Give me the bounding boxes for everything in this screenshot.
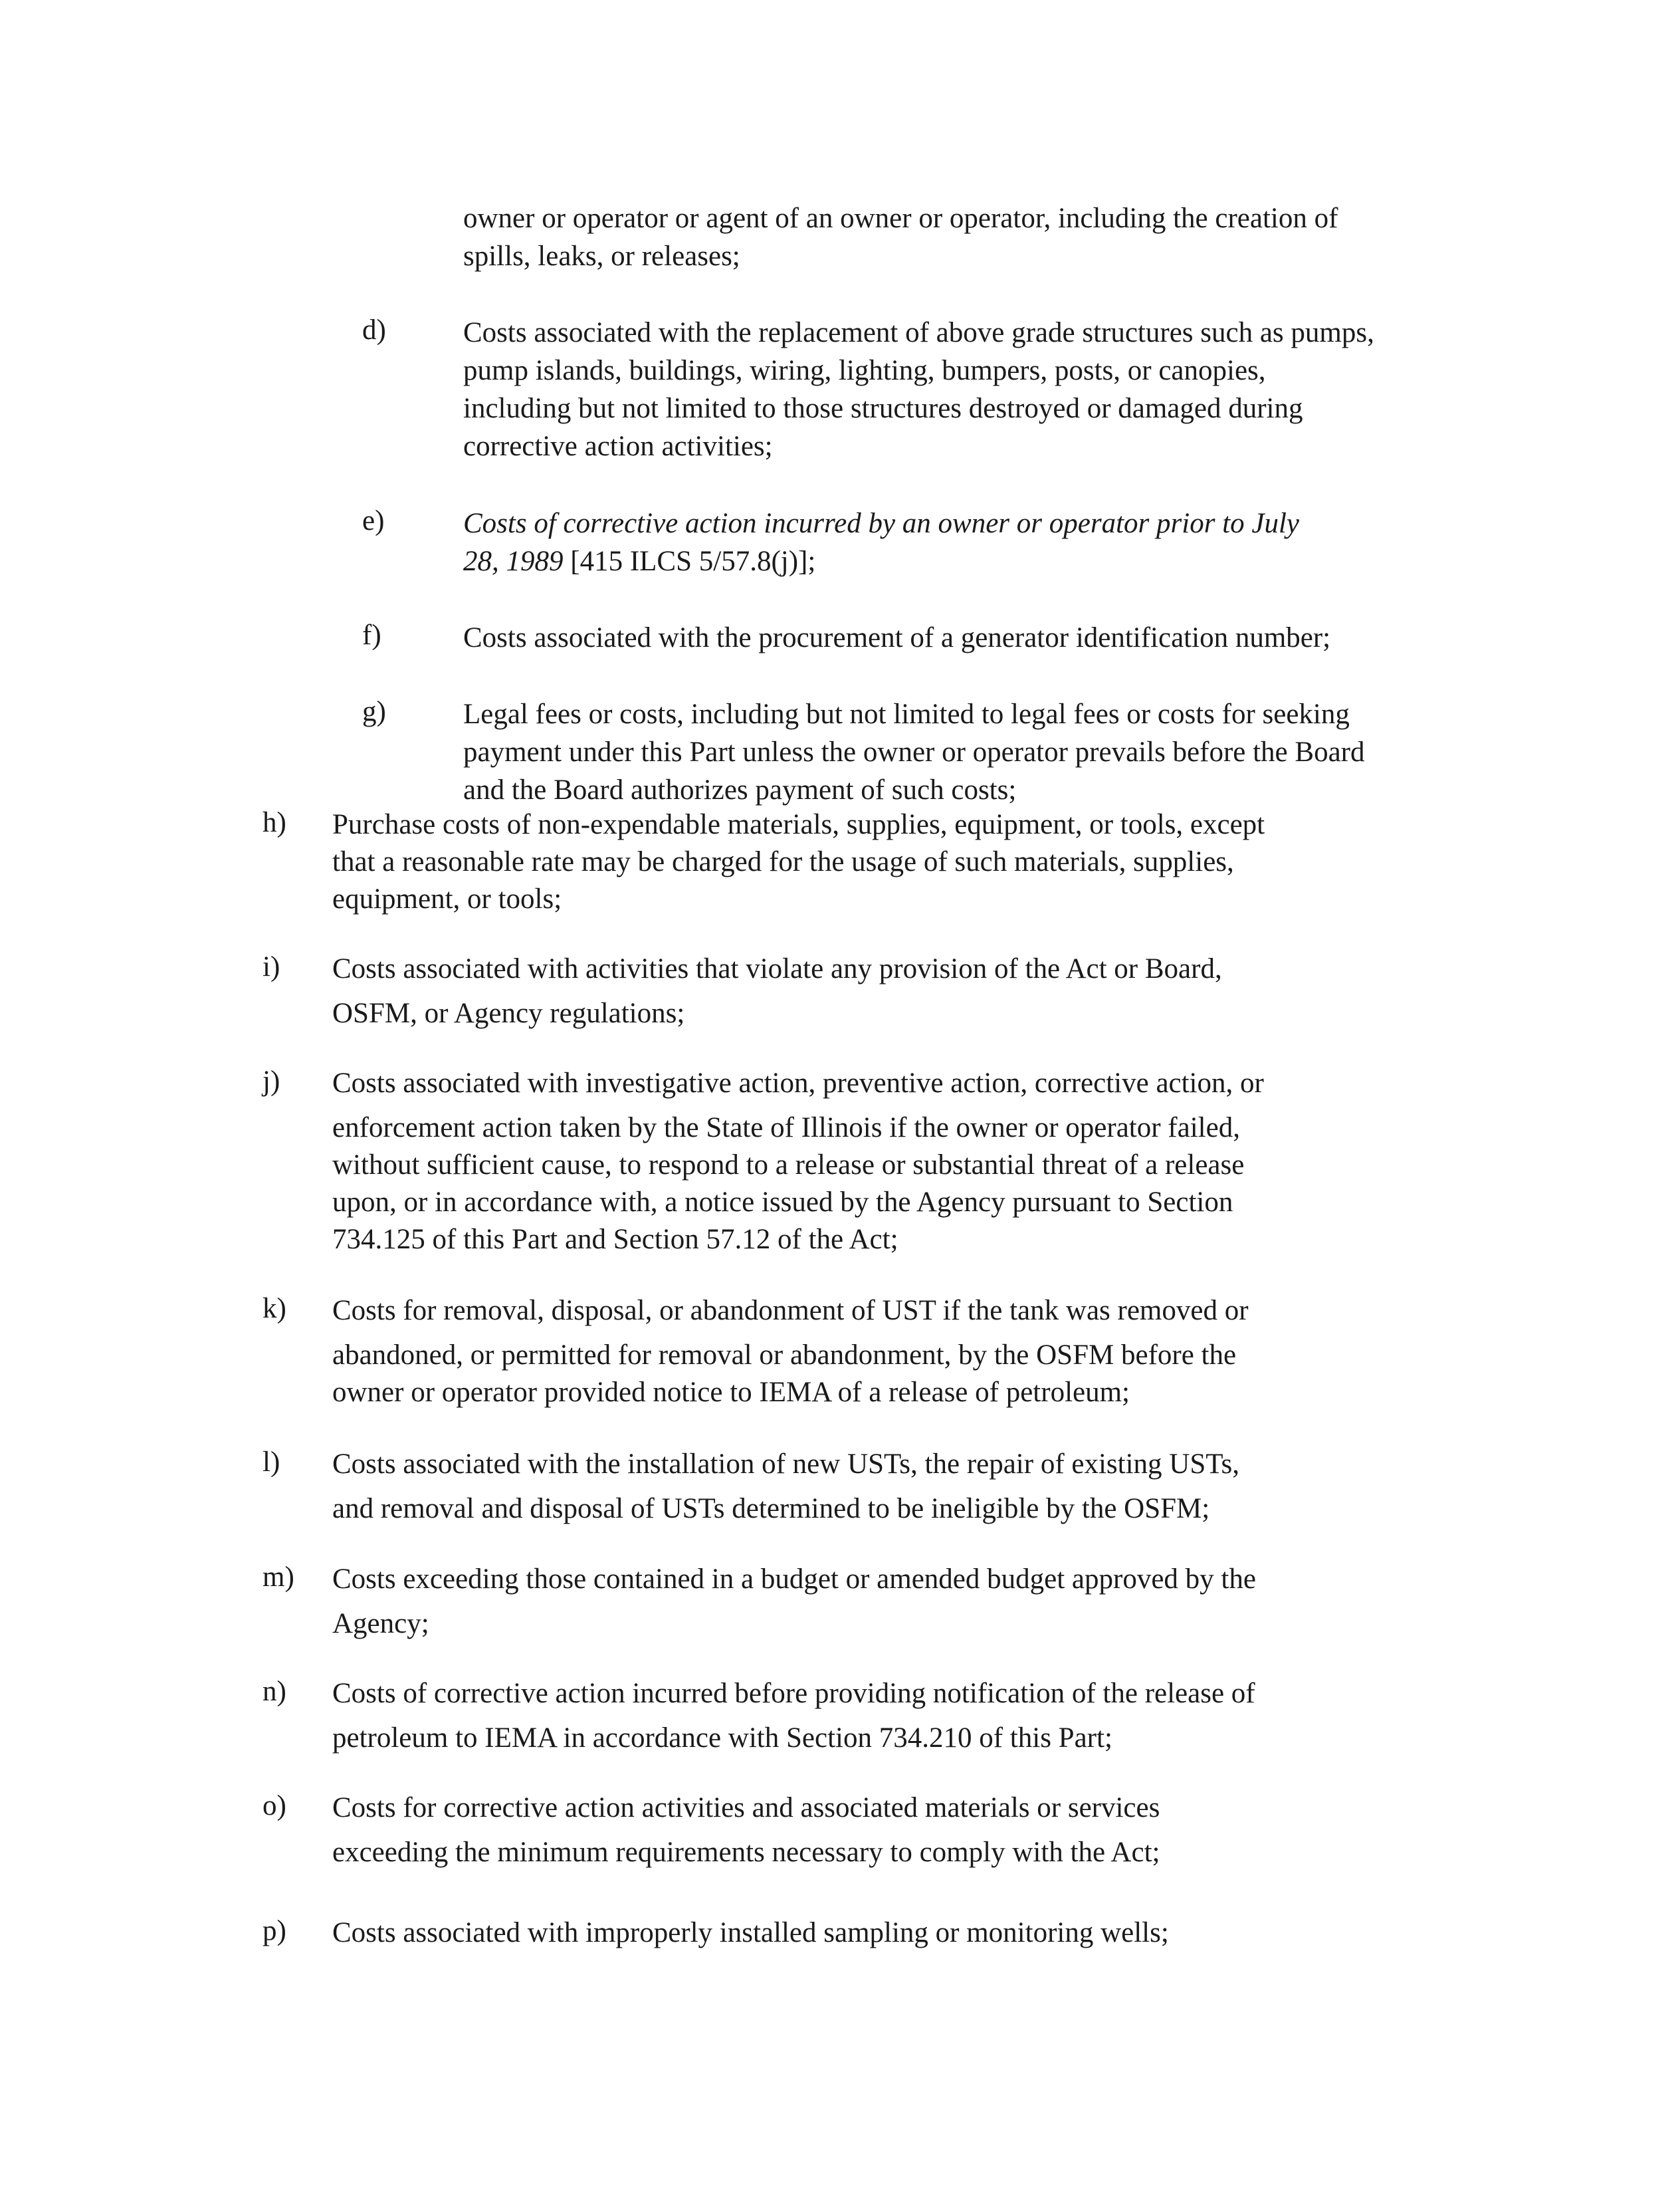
text-line: Costs of corrective action incurred before providing notification of the release of	[332, 1678, 1255, 1709]
text-line: and the Board authorizes payment of such costs;	[463, 774, 1017, 806]
item-text	[463, 619, 1330, 657]
italic-statute-text: 28, 1989	[463, 546, 564, 577]
text-line: abandoned, or permitted for removal or abandonment, by the OSFM before the	[332, 1339, 1237, 1371]
text-line: enforcement action taken by the State of Illinois if the owner or operator failed,	[332, 1112, 1240, 1143]
text-line: Costs associated with investigative action, preventive action, corrective action, or	[332, 1068, 1264, 1099]
item-text	[332, 951, 1222, 1032]
item-label: o)	[262, 1790, 286, 1821]
text-line: upon, or in accordance with, a notice issued by the Agency pursuant to Section	[332, 1187, 1233, 1218]
text-line: Costs associated with activities that violate any provision of the Act or Board,	[332, 953, 1222, 984]
item-text	[463, 695, 1364, 809]
text-line: Legal fees or costs, including but not limited to legal fees or costs for seeking	[463, 699, 1350, 730]
item-label: p)	[262, 1915, 286, 1946]
item-label: i)	[262, 951, 280, 982]
item-label: l)	[262, 1446, 280, 1478]
item-text	[332, 1292, 1249, 1411]
item-text	[332, 1914, 1169, 1952]
text-line	[463, 505, 1299, 542]
text-line: Agency;	[332, 1608, 429, 1639]
text-line: Costs associated with the procurement of a generator identification number;	[463, 622, 1331, 653]
text-line: petroleum to IEMA in accordance with Section 734.210 of this Part;	[332, 1722, 1112, 1754]
text-line: without sufficient cause, to respond to a release or substantial threat of a release	[332, 1149, 1245, 1181]
text-line: Costs for corrective action activities and associated materials or services	[332, 1792, 1160, 1823]
item-text	[332, 1675, 1255, 1757]
item-label: n)	[262, 1676, 286, 1707]
item-text	[332, 1065, 1264, 1258]
text-line: and removal and disposal of USTs determined to be ineligible by the OSFM;	[332, 1493, 1210, 1524]
statute-citation: [415 ILCS 5/57.8(j)];	[563, 546, 816, 577]
item-text	[332, 1561, 1256, 1643]
text-line: corrective action activities;	[463, 431, 773, 462]
text-line: owner or operator or agent of an owner or operator, including the creation of	[463, 203, 1338, 234]
text-line: Costs associated with the installation of new USTs, the repair of existing USTs,	[332, 1448, 1240, 1480]
text-line: that a reasonable rate may be charged for the usage of such materials, supplies,	[332, 846, 1234, 877]
item-text	[332, 1789, 1160, 1871]
item-text	[332, 806, 1265, 918]
item-text	[463, 505, 1299, 580]
text-line: 734.125 of this Part and Section 57.12 of the Act;	[332, 1224, 898, 1255]
item-label: g)	[362, 696, 386, 727]
item-text	[463, 314, 1374, 465]
text-line: equipment, or tools;	[332, 883, 562, 915]
text-line: Purchase costs of non-expendable materials, supplies, equipment, or tools, except	[332, 809, 1265, 840]
text-line: owner or operator provided notice to IEMA of a release of petroleum;	[332, 1377, 1130, 1408]
item-label: j)	[262, 1066, 280, 1097]
text-line: payment under this Part unless the owner or operator prevails before the Board	[463, 737, 1365, 768]
text-line	[463, 542, 1299, 580]
text-line: Costs associated with the replacement of above grade structures such as pumps,	[463, 317, 1374, 348]
item-text	[332, 1446, 1239, 1528]
item-label: m)	[262, 1561, 294, 1593]
text-line: OSFM, or Agency regulations;	[332, 998, 685, 1029]
text-line: Costs exceeding those contained in a budget or amended budget approved by the	[332, 1563, 1256, 1595]
text-line: exceeding the minimum requirements necessary to comply with the Act;	[332, 1837, 1160, 1868]
text-line: pump islands, buildings, wiring, lighting, bumpers, posts, or canopies,	[463, 355, 1266, 386]
item-label: d)	[362, 314, 386, 346]
text-line: Costs for removal, disposal, or abandonment of UST if the tank was removed or	[332, 1295, 1249, 1326]
italic-statute-text: Costs of corrective action incurred by an owner or operator prior to July	[463, 508, 1300, 539]
item-label: e)	[362, 505, 385, 536]
item-label: h)	[262, 807, 286, 838]
text-line: spills, leaks, or releases;	[463, 241, 740, 272]
continuation-paragraph	[463, 199, 1338, 275]
item-label: f)	[362, 620, 381, 651]
text-line: including but not limited to those structures destroyed or damaged during	[463, 393, 1303, 424]
item-label: k)	[262, 1293, 286, 1324]
text-line: Costs associated with improperly installed sampling or monitoring wells;	[332, 1917, 1169, 1948]
